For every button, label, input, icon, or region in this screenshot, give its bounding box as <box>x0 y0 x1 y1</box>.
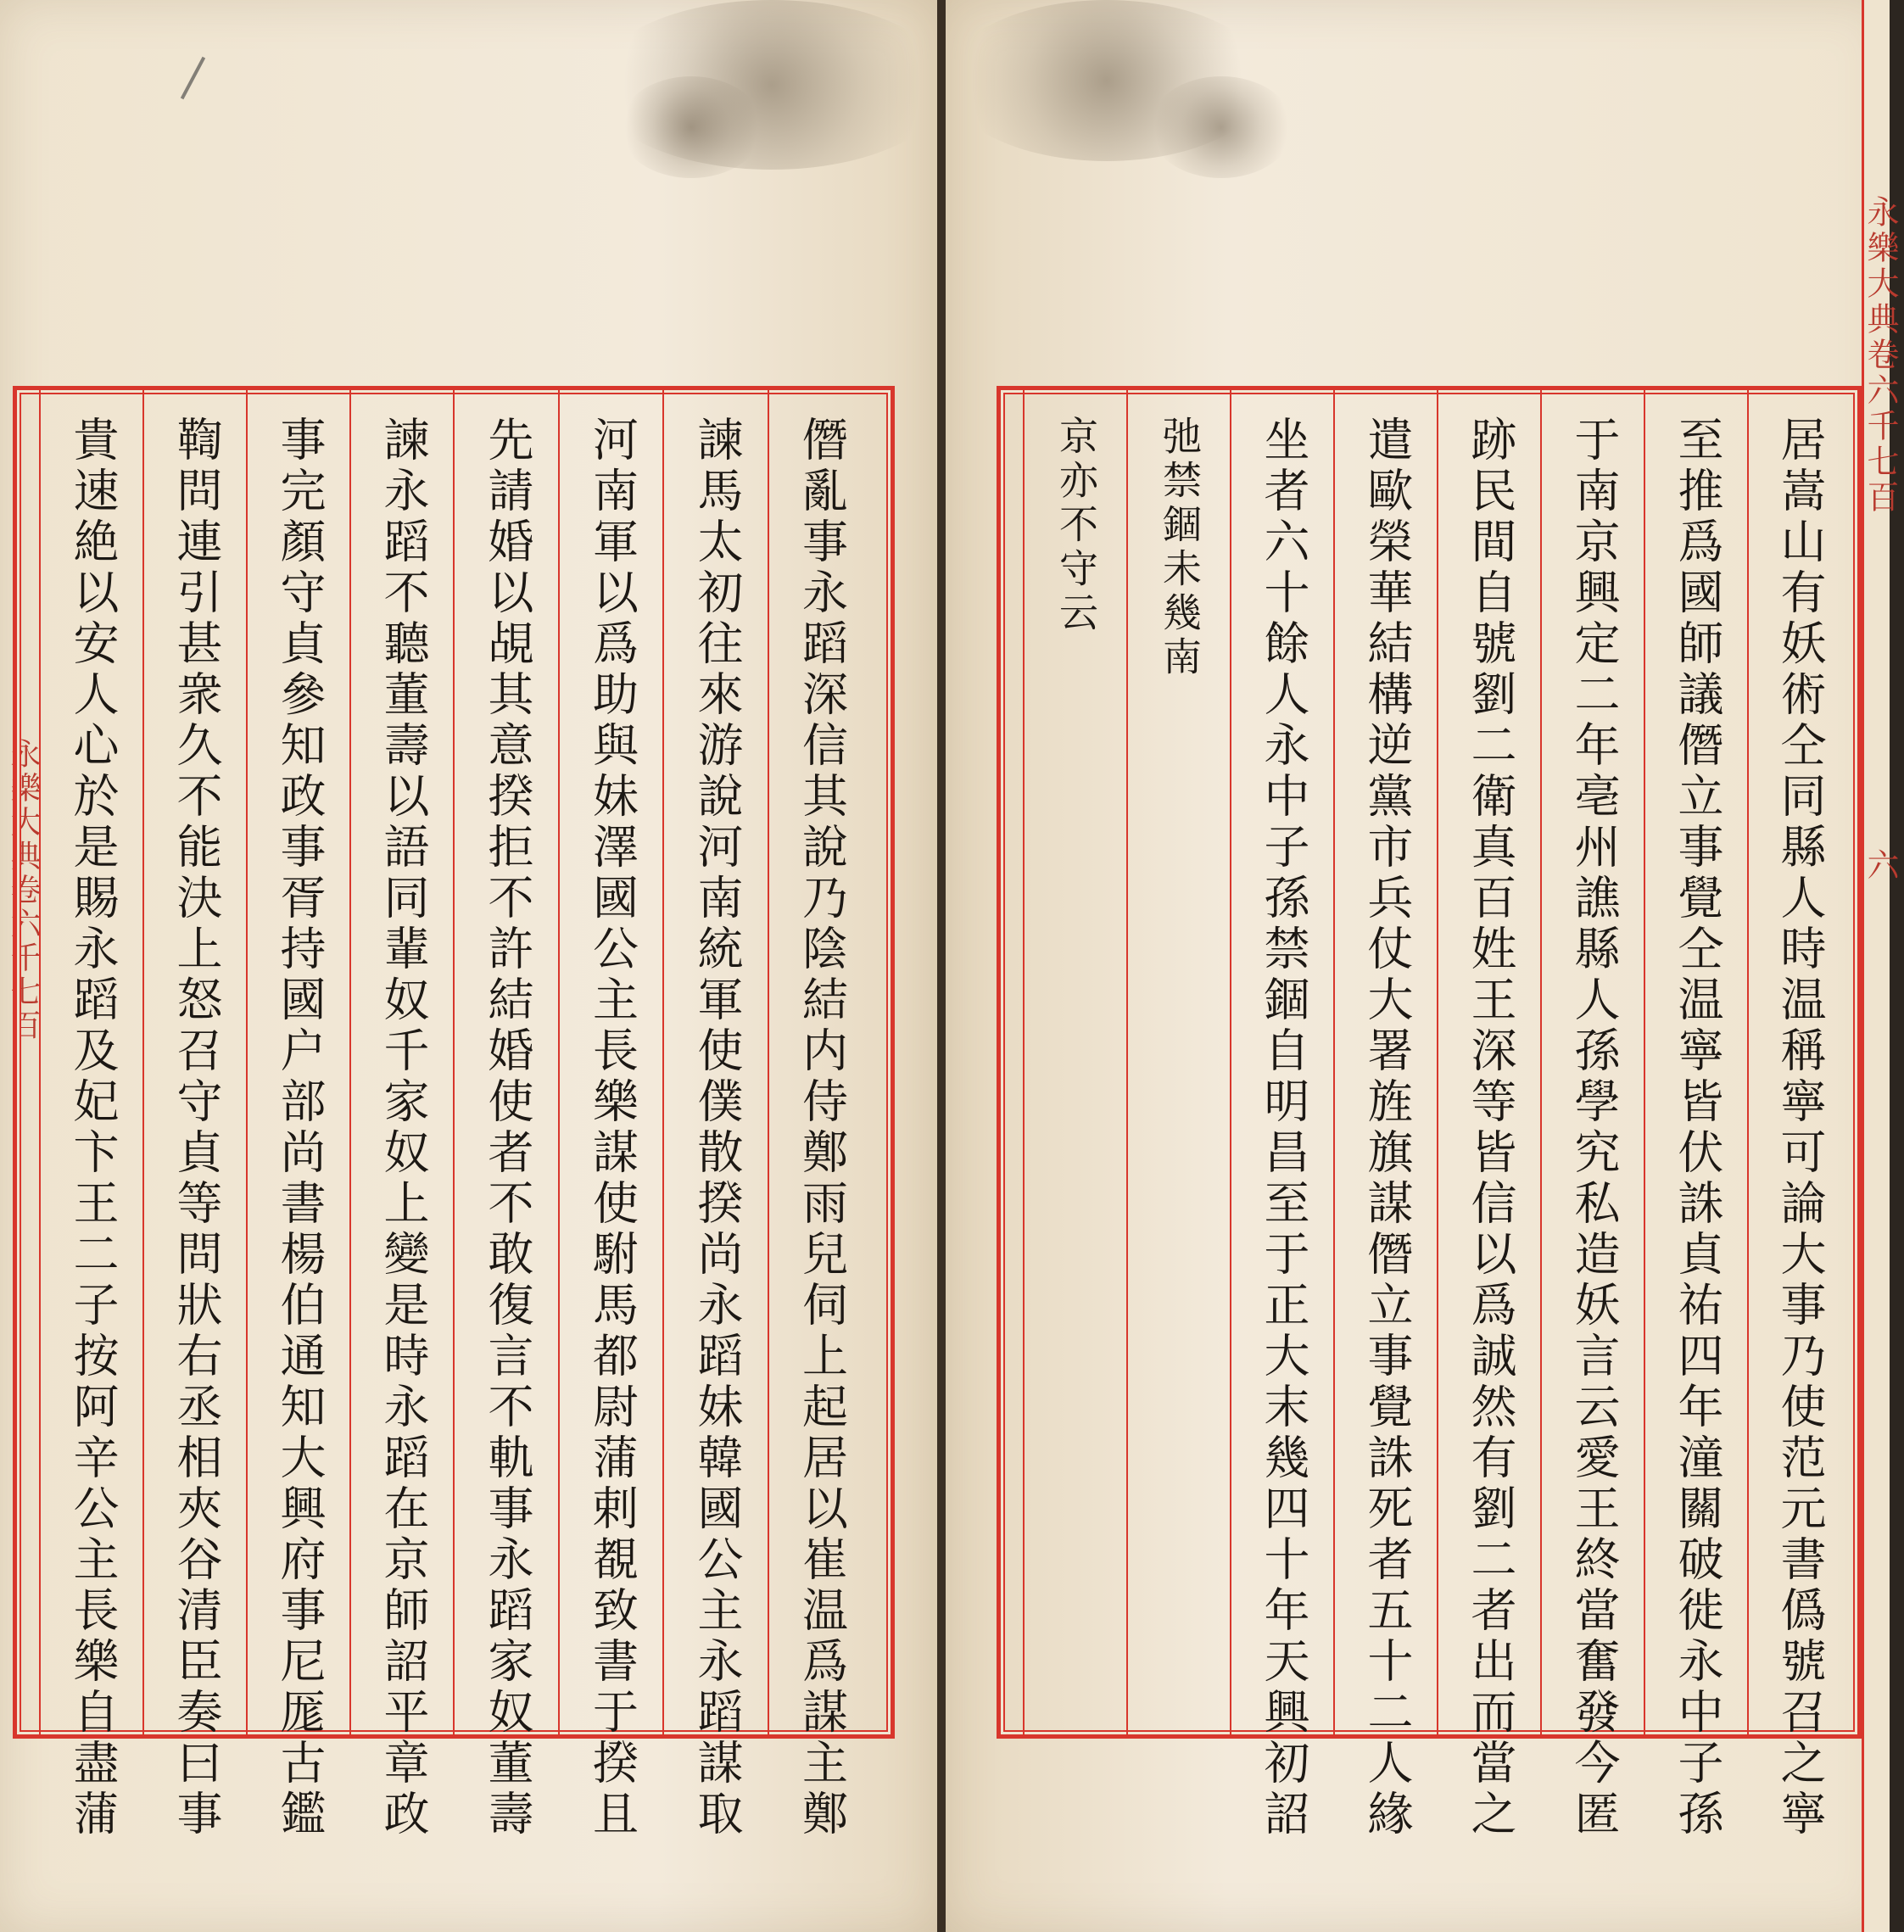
text-column <box>453 390 560 1840</box>
column-text: 先請婚以覘其意揆拒不許結婚使者不敢復言不軌事永蹈家奴董壽 <box>481 416 534 1840</box>
water-stain <box>619 76 763 178</box>
text-column <box>1644 390 1749 1840</box>
column-text: 京亦不守云 <box>1053 416 1099 636</box>
left-text-frame <box>13 386 895 1840</box>
text-column <box>1023 390 1128 1734</box>
column-text: 至推爲國師議僭立事覺仝温寧皆伏誅貞祐四年潼關破徙永中子孫 <box>1671 416 1724 1840</box>
book-gutter <box>937 0 946 1932</box>
column-text: 僭亂事永蹈深信其說乃陰結内侍鄭雨兒伺上起居以崔温爲謀主鄭 <box>795 416 849 1840</box>
text-column <box>768 390 874 1840</box>
text-column <box>662 390 769 1840</box>
column-text: 諫馬太初往來游說河南統軍使僕散揆尚永蹈妹韓國公主永蹈謀取 <box>690 416 744 1840</box>
text-column <box>1230 390 1335 1840</box>
left-edge-label: 永樂大典卷六千七百 <box>6 738 41 1043</box>
text-column <box>1126 390 1231 1734</box>
water-stain <box>1149 76 1293 178</box>
text-column <box>1540 390 1645 1840</box>
column-text: 事完顏守貞參知政事胥持國户部尚書楊伯通知大興府事尼厖古鑑 <box>273 416 327 1840</box>
column-text: 鞫問連引甚衆久不能決上怒召守貞等問狀右丞相夾谷清臣奏曰事 <box>170 416 223 1840</box>
pencil-mark <box>181 57 205 99</box>
column-text: 弛禁錮未幾南 <box>1157 416 1203 680</box>
text-column <box>39 390 144 1840</box>
left-page <box>0 0 937 1932</box>
column-text: 遣歐榮華結構逆黨市兵仗大署旌旗謀僭立事覺誅死者五十二人緣 <box>1360 416 1414 1840</box>
text-column <box>349 390 455 1840</box>
text-column <box>1333 390 1438 1840</box>
text-column <box>558 390 664 1840</box>
column-text: 坐者六十餘人永中子孫禁錮自明昌至于正大末幾四十年天興初詔 <box>1257 416 1310 1840</box>
text-column <box>1747 390 1851 1840</box>
column-text: 河南軍以爲助與妹澤國公主長樂謀使駙馬都尉蒲剌覩致書于揆且 <box>585 416 639 1840</box>
text-column <box>1437 390 1542 1840</box>
page-number: 六 <box>1862 848 1899 880</box>
column-text: 諫永蹈不聽董壽以語同輩奴千家奴上變是時永蹈在京師詔平章政 <box>377 416 430 1840</box>
right-text-frame <box>997 386 1862 1840</box>
text-column <box>142 390 248 1840</box>
column-text: 貴速絶以安人心於是賜永蹈及妃卞王二子按阿辛公主長樂自盡蒲 <box>66 416 120 1840</box>
book-title-edge: 永樂大典卷六千七百 <box>1862 195 1899 516</box>
text-column <box>246 390 351 1840</box>
column-text: 于南京興定二年亳州譙縣人孫學究私造妖言云愛王終當奮發今匿 <box>1567 416 1621 1840</box>
column-text: 跡民間自號劉二衛真百姓王深等皆信以爲誠然有劉二者出而當之 <box>1464 416 1517 1840</box>
column-text: 居嵩山有妖術仝同縣人時温稱寧可論大事乃使范元書僞號召之寧 <box>1773 416 1827 1840</box>
